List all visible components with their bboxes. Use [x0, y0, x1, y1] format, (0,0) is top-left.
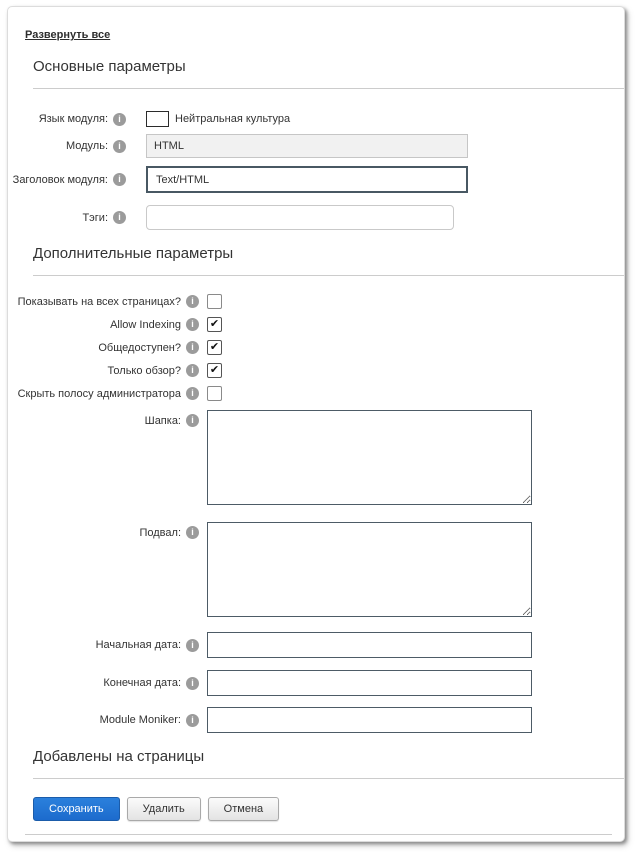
info-icon[interactable]: i: [186, 677, 199, 690]
view-only-row: [8, 363, 624, 378]
module-language-label: Язык модуля:: [38, 113, 108, 125]
is-shareable-checkbox[interactable]: ✔: [207, 340, 222, 355]
end-date-input[interactable]: [207, 670, 532, 696]
display-on-all-pages-row: [8, 294, 624, 309]
module-label: Модуль:: [65, 140, 108, 152]
module-language-row: [8, 111, 624, 127]
tags-label: Тэги:: [82, 211, 108, 224]
module-moniker-label: Module Moniker:: [99, 714, 181, 726]
culture-flag-placeholder: [146, 111, 169, 127]
footer-label: Подвал:: [139, 527, 181, 539]
view-only-label: Только обзор?: [107, 364, 181, 377]
info-icon[interactable]: i: [113, 140, 126, 153]
info-icon[interactable]: i: [113, 211, 126, 224]
info-icon[interactable]: i: [186, 526, 199, 539]
footer-row: [8, 522, 624, 617]
save-button[interactable]: Сохранить: [33, 797, 120, 821]
info-icon[interactable]: i: [186, 714, 199, 727]
is-shareable-row: [8, 340, 624, 355]
end-date-label: Конечная дата:: [103, 677, 181, 689]
info-icon[interactable]: i: [113, 113, 126, 126]
tags-input[interactable]: [146, 205, 454, 230]
display-on-all-pages-label: Показывать на всех страницах?: [17, 295, 181, 308]
section-title-added-to-pages: Добавлены на страницы: [33, 748, 624, 779]
allow-indexing-checkbox[interactable]: ✔: [207, 317, 222, 332]
view-only-checkbox[interactable]: ✔: [207, 363, 222, 378]
display-on-all-pages-checkbox[interactable]: [207, 294, 222, 309]
allow-indexing-label: Allow Indexing: [110, 318, 181, 331]
hide-admin-border-label: Скрыть полосу администратора: [17, 387, 181, 400]
info-icon[interactable]: i: [186, 318, 199, 331]
info-icon[interactable]: i: [186, 295, 199, 308]
start-date-input[interactable]: [207, 632, 532, 658]
info-icon[interactable]: i: [113, 173, 126, 186]
section-title-basic: Основные параметры: [33, 58, 624, 89]
end-date-row: [8, 670, 624, 696]
tags-row: [8, 205, 624, 230]
section-title-advanced: Дополнительные параметры: [33, 245, 624, 276]
basic-settings-form: [8, 111, 624, 230]
module-title-label: Заголовок модуля:: [12, 173, 108, 186]
header-label: Шапка:: [144, 415, 181, 427]
module-title-row: [8, 166, 624, 193]
header-textarea[interactable]: [207, 410, 532, 505]
delete-button[interactable]: Удалить: [127, 797, 201, 821]
allow-indexing-row: [8, 317, 624, 332]
info-icon[interactable]: i: [186, 639, 199, 652]
action-buttons: [33, 797, 624, 821]
module-moniker-input[interactable]: [207, 707, 532, 733]
start-date-label: Начальная дата:: [95, 639, 181, 651]
advanced-settings-form: [8, 294, 624, 733]
cancel-button[interactable]: Отмена: [208, 797, 279, 821]
culture-name: Нейтральная культура: [175, 113, 291, 125]
start-date-row: [8, 632, 624, 658]
expand-all-link[interactable]: Развернуть все: [25, 29, 111, 41]
info-icon[interactable]: i: [186, 414, 199, 427]
info-icon[interactable]: i: [186, 364, 199, 377]
is-shareable-label: Общедоступен?: [98, 341, 181, 354]
module-input: [146, 134, 468, 158]
header-row: [8, 410, 624, 505]
module-title-input[interactable]: [146, 166, 468, 193]
bottom-divider: [25, 834, 612, 835]
footer-textarea[interactable]: [207, 522, 532, 617]
module-settings-panel: [7, 6, 625, 842]
info-icon[interactable]: i: [186, 387, 199, 400]
hide-admin-border-row: [8, 386, 624, 401]
module-language-value: [146, 111, 290, 127]
module-moniker-row: [8, 707, 624, 733]
hide-admin-border-checkbox[interactable]: [207, 386, 222, 401]
info-icon[interactable]: i: [186, 341, 199, 354]
module-row: [8, 134, 624, 158]
